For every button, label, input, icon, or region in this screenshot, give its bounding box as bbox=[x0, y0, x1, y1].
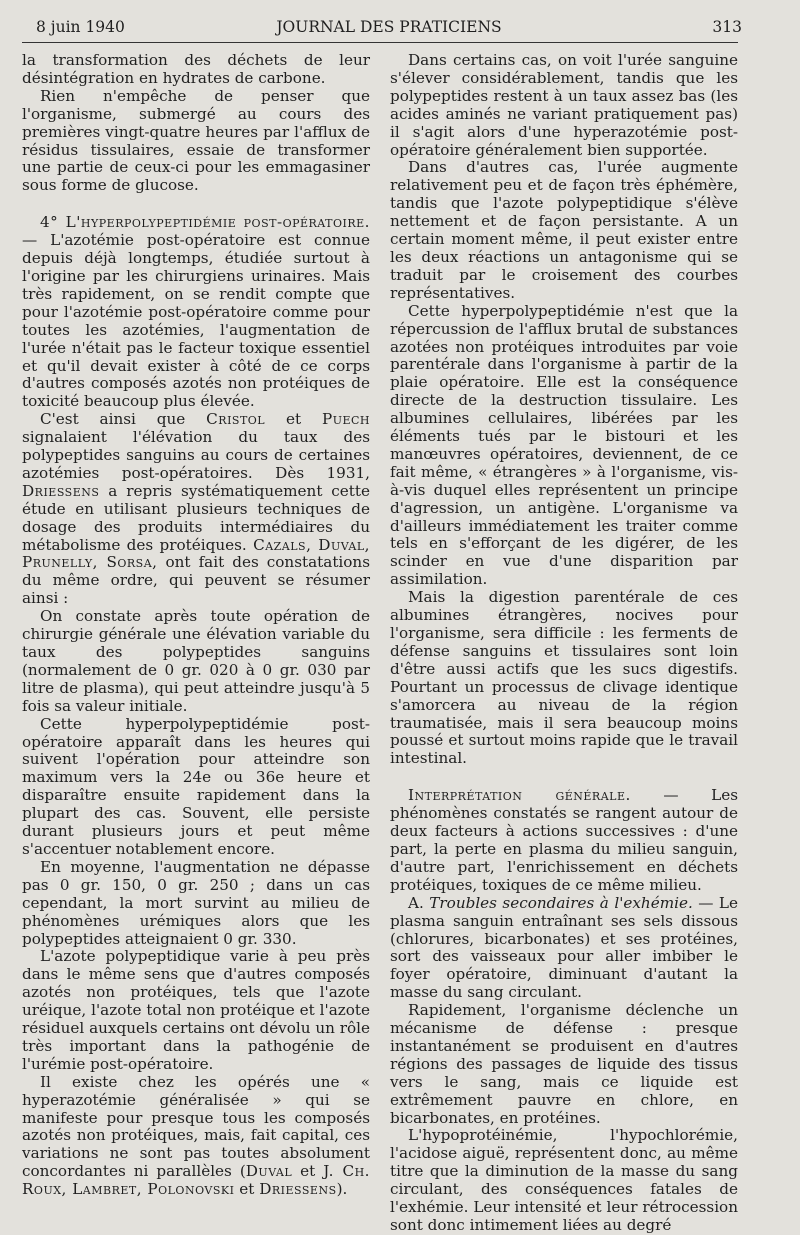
section-heading: 4° L'hyperpolypeptidémie post-opératoire. bbox=[40, 213, 370, 232]
paragraph bbox=[22, 411, 370, 608]
paragraph: Rien n'empêche de penser que l'organisme, submergé au cours des premières vingt-quatre heures par l'afflux de résidus tissulaires, essaie de transformer une partie de ceux-ci pour les emmagasiner sous forme de glucose. bbox=[22, 86, 370, 195]
section-text: — Les phénomènes constatés se rangent autour de deux facteurs à actions successives : d'une part, la perte en plasma du milieu sanguin, d'autre part, l'enrichissement en déchets protéiques, toxiques de ce même milieu. bbox=[390, 786, 738, 894]
text-run: ont fait des constatations du même ordre, qui peuvent se résumer ainsi : bbox=[22, 553, 370, 608]
text-run: signalaient l'élévation du taux des polypeptides sanguins au cours de certaines azotémies post-opératoires. Dès 1931, bbox=[22, 428, 370, 482]
author-name: Duval bbox=[245, 1162, 293, 1181]
paragraph: L'hypoprotéinémie, l'hypochlorémie, l'acidose aiguë, représentent donc, au même titre que la diminution de la masse du sang circulant, des conséquences fatales de l'exhémie. Leur intensité et leur rétrocession sont donc intimement liées au degré bbox=[390, 1126, 738, 1234]
author-name: Driessens bbox=[22, 481, 100, 500]
paragraph: Dans d'autres cas, l'urée augmente relativement peu et de façon très éphémère, tandis que l'azote polypeptidique s'élève nettement et de façon persistante. A un certain moment même, il peut exister entre les deux réactions un antagonisme qui se traduit par le croisement des courbes représentatives. bbox=[390, 158, 738, 302]
page-number: 313 bbox=[712, 18, 742, 36]
text-run: — Le plasma sanguin entraînant ses sels dissous (chlorures, bicarbonates) et ses protéines, sort des vaisseaux pour aller imbiber le foyer opératoire, diminuant d'autant la masse du sang circulant. bbox=[390, 893, 738, 1002]
paragraph: En moyenne, l'augmentation ne dépasse pas 0 gr. 150, 0 gr. 250 ; dans un cas cependant, la mort survint au milieu de phénomènes urémiques alors que les polypeptides atteignaient 0 gr. 330. bbox=[22, 857, 370, 948]
section-paragraph bbox=[390, 787, 738, 894]
paragraph: Cette hyperpolypeptidémie post-opératoire apparaît dans les heures qui suivent l'opération pour atteindre son maximum vers la 24e ou 36e heure et disparaître ensuite rapidement dans la plupart des cas. Souvent, elle persiste durant plusieurs jours et peut même s'accentuer notablement encore. bbox=[22, 714, 370, 858]
author-name: Cazals, Duval, Prunelly, Sorsa, bbox=[22, 535, 370, 572]
header-date: 8 juin 1940 bbox=[36, 18, 125, 36]
header-rule bbox=[22, 42, 738, 43]
section-heading: Interprétation générale. bbox=[408, 786, 631, 805]
text-run: et bbox=[234, 1180, 260, 1199]
section-text: — L'azotémie post-opératoire est connue depuis déjà longtemps, étudiée surtout à l'origine par les chirurgiens urinaires. Mais très rapidement, on se rendit compte que pour l'azotémie post-opératoire comme pour toutes les azotémies, l'augmentation de l'urée n'était pas le facteur toxique essentiel et qu'il devait exister à côté de ce corps d'autres composés azotés non protéiques de toxicité beaucoup plus élevée. bbox=[22, 231, 370, 411]
author-name: Cristol bbox=[206, 410, 266, 429]
journal-title: JOURNAL DES PRATICIENS bbox=[276, 18, 502, 36]
paragraph: On constate après toute opération de chirurgie générale une élévation variable du taux des polypeptides sanguins (normalement de 0 gr. 020 à 0 gr. 030 par litre de plasma), qui peut atteindre jusqu'à 5 fois sa valeur initiale. bbox=[22, 607, 370, 715]
paragraph: la transformation des déchets de leur désintégration en hydrates de carbone. bbox=[22, 51, 370, 87]
running-header bbox=[22, 18, 756, 38]
author-name: J. Ch. Roux, Lambret, Polonovski bbox=[22, 1162, 371, 1199]
author-name: Puech bbox=[321, 410, 371, 429]
paragraph bbox=[390, 895, 738, 1002]
paragraph: Cette hyperpolypeptidémie n'est que la répercussion de l'afflux brutal de substances azotées non protéiques introduites par voie parentérale dans l'organisme à partir de la plaie opératoire. Elle est la conséquence directe de la destruction tissulaire. Les albumines cellulaires, libérées par les éléments tués par le bistouri et les manœuvres opératoires, deviennent, de ce fait même, « étrangères » à l'organisme, vis-à-vis duquel elles représentent un principe d'agression, un antigène. L'organisme va d'ailleurs immédiatement les traiter comme tels en s'efforçant de les digérer, de les scinder en vue d'une disparition par assimilation. bbox=[390, 301, 738, 589]
paragraph: Dans certains cas, on voit l'urée sanguine s'élever considérablement, tandis que les polypeptides restent à un taux assez bas (les acides aminés ne variant pratiquement pas) il s'agit alors d'une hyperazotémie post-opératoire généralement bien supportée. bbox=[390, 51, 738, 159]
text-run: a repris systématiquement cette étude en utilisant plusieurs techniques de dosage des produits intermédiaires du métabolisme des protéiques. bbox=[22, 481, 370, 554]
right-column bbox=[390, 52, 738, 1235]
paragraph: Rapidement, l'organisme déclenche un mécanisme de défense : presque instantanément se produisent en d'autres régions des passages de liquide des tissus vers le sang, mais ce liquide est extrêmement pauvre en chlore, en bicarbonates, en protéines. bbox=[390, 1001, 738, 1127]
author-name: Driessens bbox=[259, 1180, 337, 1199]
text-run: et bbox=[292, 1162, 324, 1181]
subsection-title: Troubles secondaires à l'exhémie. bbox=[429, 893, 693, 912]
paragraph: L'azote polypeptidique varie à peu près dans le même sens que d'autres composés azotés non protéiques, tels que l'azote uréique, l'azote total non protéique et l'azote résiduel auxquels certains ont dévolu un rôle très important dans la pathogénie de l'urémie post-opératoire. bbox=[22, 947, 371, 1073]
section-paragraph bbox=[22, 214, 370, 411]
text-run: C'est ainsi que bbox=[40, 410, 207, 429]
paragraph: Mais la digestion parentérale de ces albumines étrangères, nocives pour l'organisme, sera difficile : les ferments de défense sanguins et tissulaires sont loin d'être aussi actifs que les sucs digestifs. Pourtant un processus de clivage identique s'amorcera au niveau de la région traumatisée, mais il sera beaucoup moins poussé et surtout moins rapide que le travail intestinal. bbox=[390, 588, 738, 768]
text-run: Il existe chez les opérés une « hyperazotémie généralisée » qui se manifeste pour presque tous les composés azotés non protéiques, mais, fait capital, ces variations ne sont pas toutes absolument concordantes ni parallèles ( bbox=[22, 1072, 370, 1181]
left-column bbox=[22, 52, 370, 1199]
text-run: et bbox=[265, 410, 322, 429]
text-run: A. bbox=[408, 893, 430, 912]
text-run: ). bbox=[336, 1180, 348, 1199]
paragraph bbox=[22, 1074, 370, 1199]
